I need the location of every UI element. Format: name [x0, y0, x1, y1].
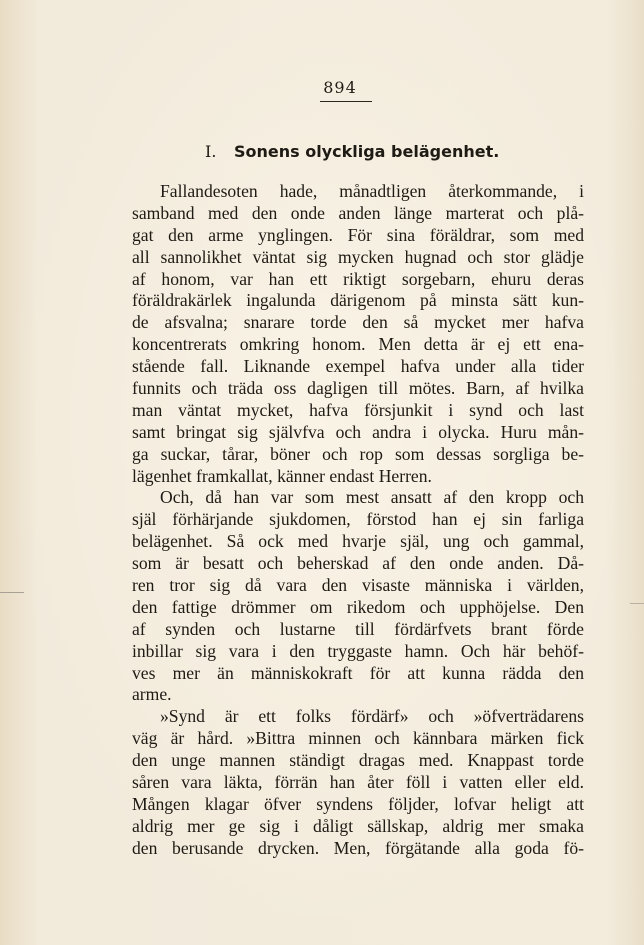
- text-line: »Synd är ett folks fördärf» och »öfverträdarens: [160, 706, 584, 727]
- text-line: all sannolikhet väntat sig mycken hugnad och stor glädje: [132, 246, 584, 267]
- page-number: 894: [323, 78, 357, 97]
- text-line: samband med den onde anden länge marterat och plå-: [132, 202, 584, 223]
- margin-rule-left: [0, 592, 24, 593]
- text-line: stående fall. Liknande exempel hafva under alla tider: [132, 356, 584, 377]
- text-line: Och, då han var som mest ansatt af den kropp och: [160, 487, 584, 508]
- text-line: Fallandesoten hade, månadtligen återkommande, i: [160, 181, 584, 201]
- heading-title: Sonens olyckliga belägenhet.: [233, 142, 500, 161]
- page-number-underline: [320, 101, 372, 102]
- text-line: väg är hård. »Bittra minnen och kännbara märken fick: [132, 728, 584, 749]
- text-line: man väntat mycket, hafva försjunkit i synd och last: [132, 399, 584, 420]
- text-line: den berusande drycken. Men, förgätande alla goda fö-: [132, 837, 584, 858]
- text-line: den unge mannen ständigt dragas med. Knappast torde: [132, 750, 584, 771]
- text-line: belägenhet. Så ock med hvarje själ, ung och gammal,: [132, 531, 584, 552]
- text-line: den fattige drömmer om rikedom och upphöjelse. Den: [132, 596, 584, 617]
- chapter-heading: [205, 142, 499, 161]
- text-line: samt bringat sig självfva och andra i olycka. Huru mån-: [132, 421, 584, 442]
- text-line: funnits och träda oss dagligen till mötes. Barn, af hvilka: [132, 378, 584, 399]
- text-line: ren tror sig då vara den visaste människa i världen,: [132, 575, 584, 596]
- text-line: Mången klagar öfver syndens följder, lofvar heligt att: [132, 793, 584, 814]
- text-line: som är besatt och beherskad af den onde anden. Då-: [132, 553, 584, 574]
- text-line: af honom, var han ett riktigt sorgebarn, ehuru deras: [132, 268, 584, 289]
- text-line: af synden och lustarne till fördärfvets brant förde: [132, 618, 584, 639]
- margin-rule-right: [630, 603, 644, 604]
- heading-number: I.: [205, 142, 217, 161]
- text-line: aldrig mer ge sig i dåligt sällskap, aldrig mer smaka: [132, 815, 584, 836]
- text-line: själ förhärjande sjukdomen, förstod han ej sin farliga: [132, 509, 584, 530]
- text-line: såren vara läkta, förrän han åter föll i vatten eller eld.: [132, 772, 584, 793]
- text-line: koncentrerats omkring honom. Men detta är ej ett ena-: [132, 334, 584, 355]
- text-line: ves mer än människokraft för att kunna rädda den: [132, 662, 584, 683]
- text-line: föräldrakärlek ingalunda därigenom på minsta sätt kun-: [132, 290, 584, 311]
- text-line: de afsvalna; snarare torde den så mycket mer hafva: [132, 312, 584, 333]
- text-line: ga suckar, tårar, böner och rop som dessas sorgliga be-: [132, 443, 584, 464]
- text-line: arme.: [132, 684, 172, 705]
- text-line: gat den arme ynglingen. För sina föräldrar, som med: [132, 224, 584, 245]
- text-line: inbillar sig vara i den tryggaste hamn. Och här behöf-: [132, 640, 584, 661]
- body-text: [132, 181, 584, 860]
- text-line: lägenhet framkallat, känner endast Herren.: [132, 465, 432, 486]
